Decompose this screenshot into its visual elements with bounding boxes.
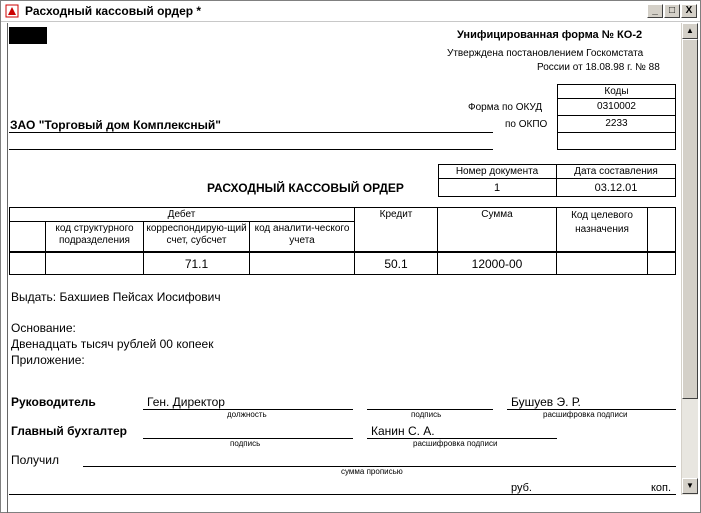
- close-button[interactable]: X: [681, 4, 697, 18]
- scroll-up-arrow-icon[interactable]: ▲: [682, 23, 698, 39]
- left-margin-line: [7, 23, 8, 513]
- corr-account-value[interactable]: 71.1: [184, 257, 209, 271]
- sum-in-words[interactable]: Двенадцать тысяч рублей 00 копеек: [11, 337, 214, 351]
- order-title: РАСХОДНЫЙ КАССОВЫЙ ОРДЕР: [207, 181, 404, 195]
- kop-label: коп.: [651, 482, 672, 494]
- col-line: [647, 207, 648, 275]
- issue-to-text[interactable]: Выдать: Бахшиев Пейсах Иосифович: [11, 290, 221, 304]
- accountant-signature-caption: подпись: [230, 439, 261, 448]
- title-bar[interactable]: [1, 1, 700, 22]
- organization-name[interactable]: ЗАО "Торговый дом Комплексный": [10, 118, 221, 132]
- codes-label: Коды: [604, 86, 629, 97]
- credit-value[interactable]: 50.1: [384, 257, 408, 271]
- scroll-thumb[interactable]: [682, 39, 698, 399]
- header-row-bottom: [9, 251, 676, 253]
- sum-value[interactable]: 12000-00: [471, 257, 523, 271]
- chief-accountant-name[interactable]: Канин С. А.: [371, 424, 435, 438]
- basis-label[interactable]: Основание:: [11, 321, 76, 335]
- target-code-header: Код целевого назначения: [571, 210, 633, 235]
- accountant-decoding-caption: расшифровка подписи: [413, 439, 498, 448]
- attachment-label[interactable]: Приложение:: [11, 353, 85, 367]
- okud-label: Форма по ОКУД: [468, 102, 543, 113]
- form-number: Унифицированная форма № КО-2: [457, 29, 643, 41]
- order-box-divider: [438, 178, 676, 179]
- credit-header: Кредит: [379, 209, 413, 220]
- director-name[interactable]: Бушуев Э. Р.: [511, 395, 581, 409]
- director-position[interactable]: Ген. Директор: [147, 395, 225, 409]
- analytic-code-header: код аналити-ческого учета: [254, 223, 350, 246]
- corr-account-header: корреспондирую-щий счет, субсчет: [146, 223, 247, 246]
- bottom-line: [9, 494, 676, 495]
- chief-accountant-label: Главный бухгалтер: [11, 424, 128, 438]
- org-underline: [9, 132, 493, 133]
- window-title: Расходный кассовый ордер *: [25, 4, 202, 18]
- approved-line-2: России от 18.08.98 г. № 88: [537, 62, 660, 73]
- struct-code-header: код структурного подразделения: [55, 223, 134, 246]
- okud-value[interactable]: 0310002: [597, 101, 636, 112]
- sum-header: Сумма: [481, 209, 513, 220]
- doc-date-label: Дата составления: [574, 166, 658, 177]
- org-underline-2: [9, 149, 493, 150]
- scroll-down-arrow-icon[interactable]: ▼: [682, 478, 698, 494]
- debit-header: Дебет: [167, 209, 196, 220]
- maximize-button[interactable]: □: [664, 4, 680, 18]
- document-app-icon: [5, 4, 19, 18]
- debit-divider: [9, 221, 354, 222]
- document-area: [5, 23, 681, 513]
- codes-divider: [557, 132, 676, 133]
- received-label: Получил: [11, 453, 59, 467]
- minimize-button[interactable]: _: [647, 4, 663, 18]
- decoding-caption: расшифровка подписи: [543, 410, 628, 419]
- vertical-scrollbar[interactable]: [681, 23, 698, 495]
- black-marker: [9, 27, 47, 44]
- codes-divider: [557, 98, 676, 99]
- rub-label: руб.: [511, 482, 532, 494]
- signature-caption: подпись: [411, 410, 442, 419]
- position-caption: должность: [227, 410, 267, 419]
- director-label: Руководитель: [11, 395, 96, 409]
- okpo-value[interactable]: 2233: [605, 118, 628, 129]
- doc-date-value[interactable]: 03.12.01: [594, 182, 638, 194]
- doc-number-label: Номер документа: [455, 166, 539, 177]
- codes-divider: [557, 115, 676, 116]
- okpo-label: по ОКПО: [505, 119, 548, 130]
- doc-number-value[interactable]: 1: [493, 182, 501, 194]
- approved-line-1: Утверждена постановлением Госкомстата: [447, 48, 644, 59]
- sum-words-caption: сумма прописью: [341, 467, 403, 476]
